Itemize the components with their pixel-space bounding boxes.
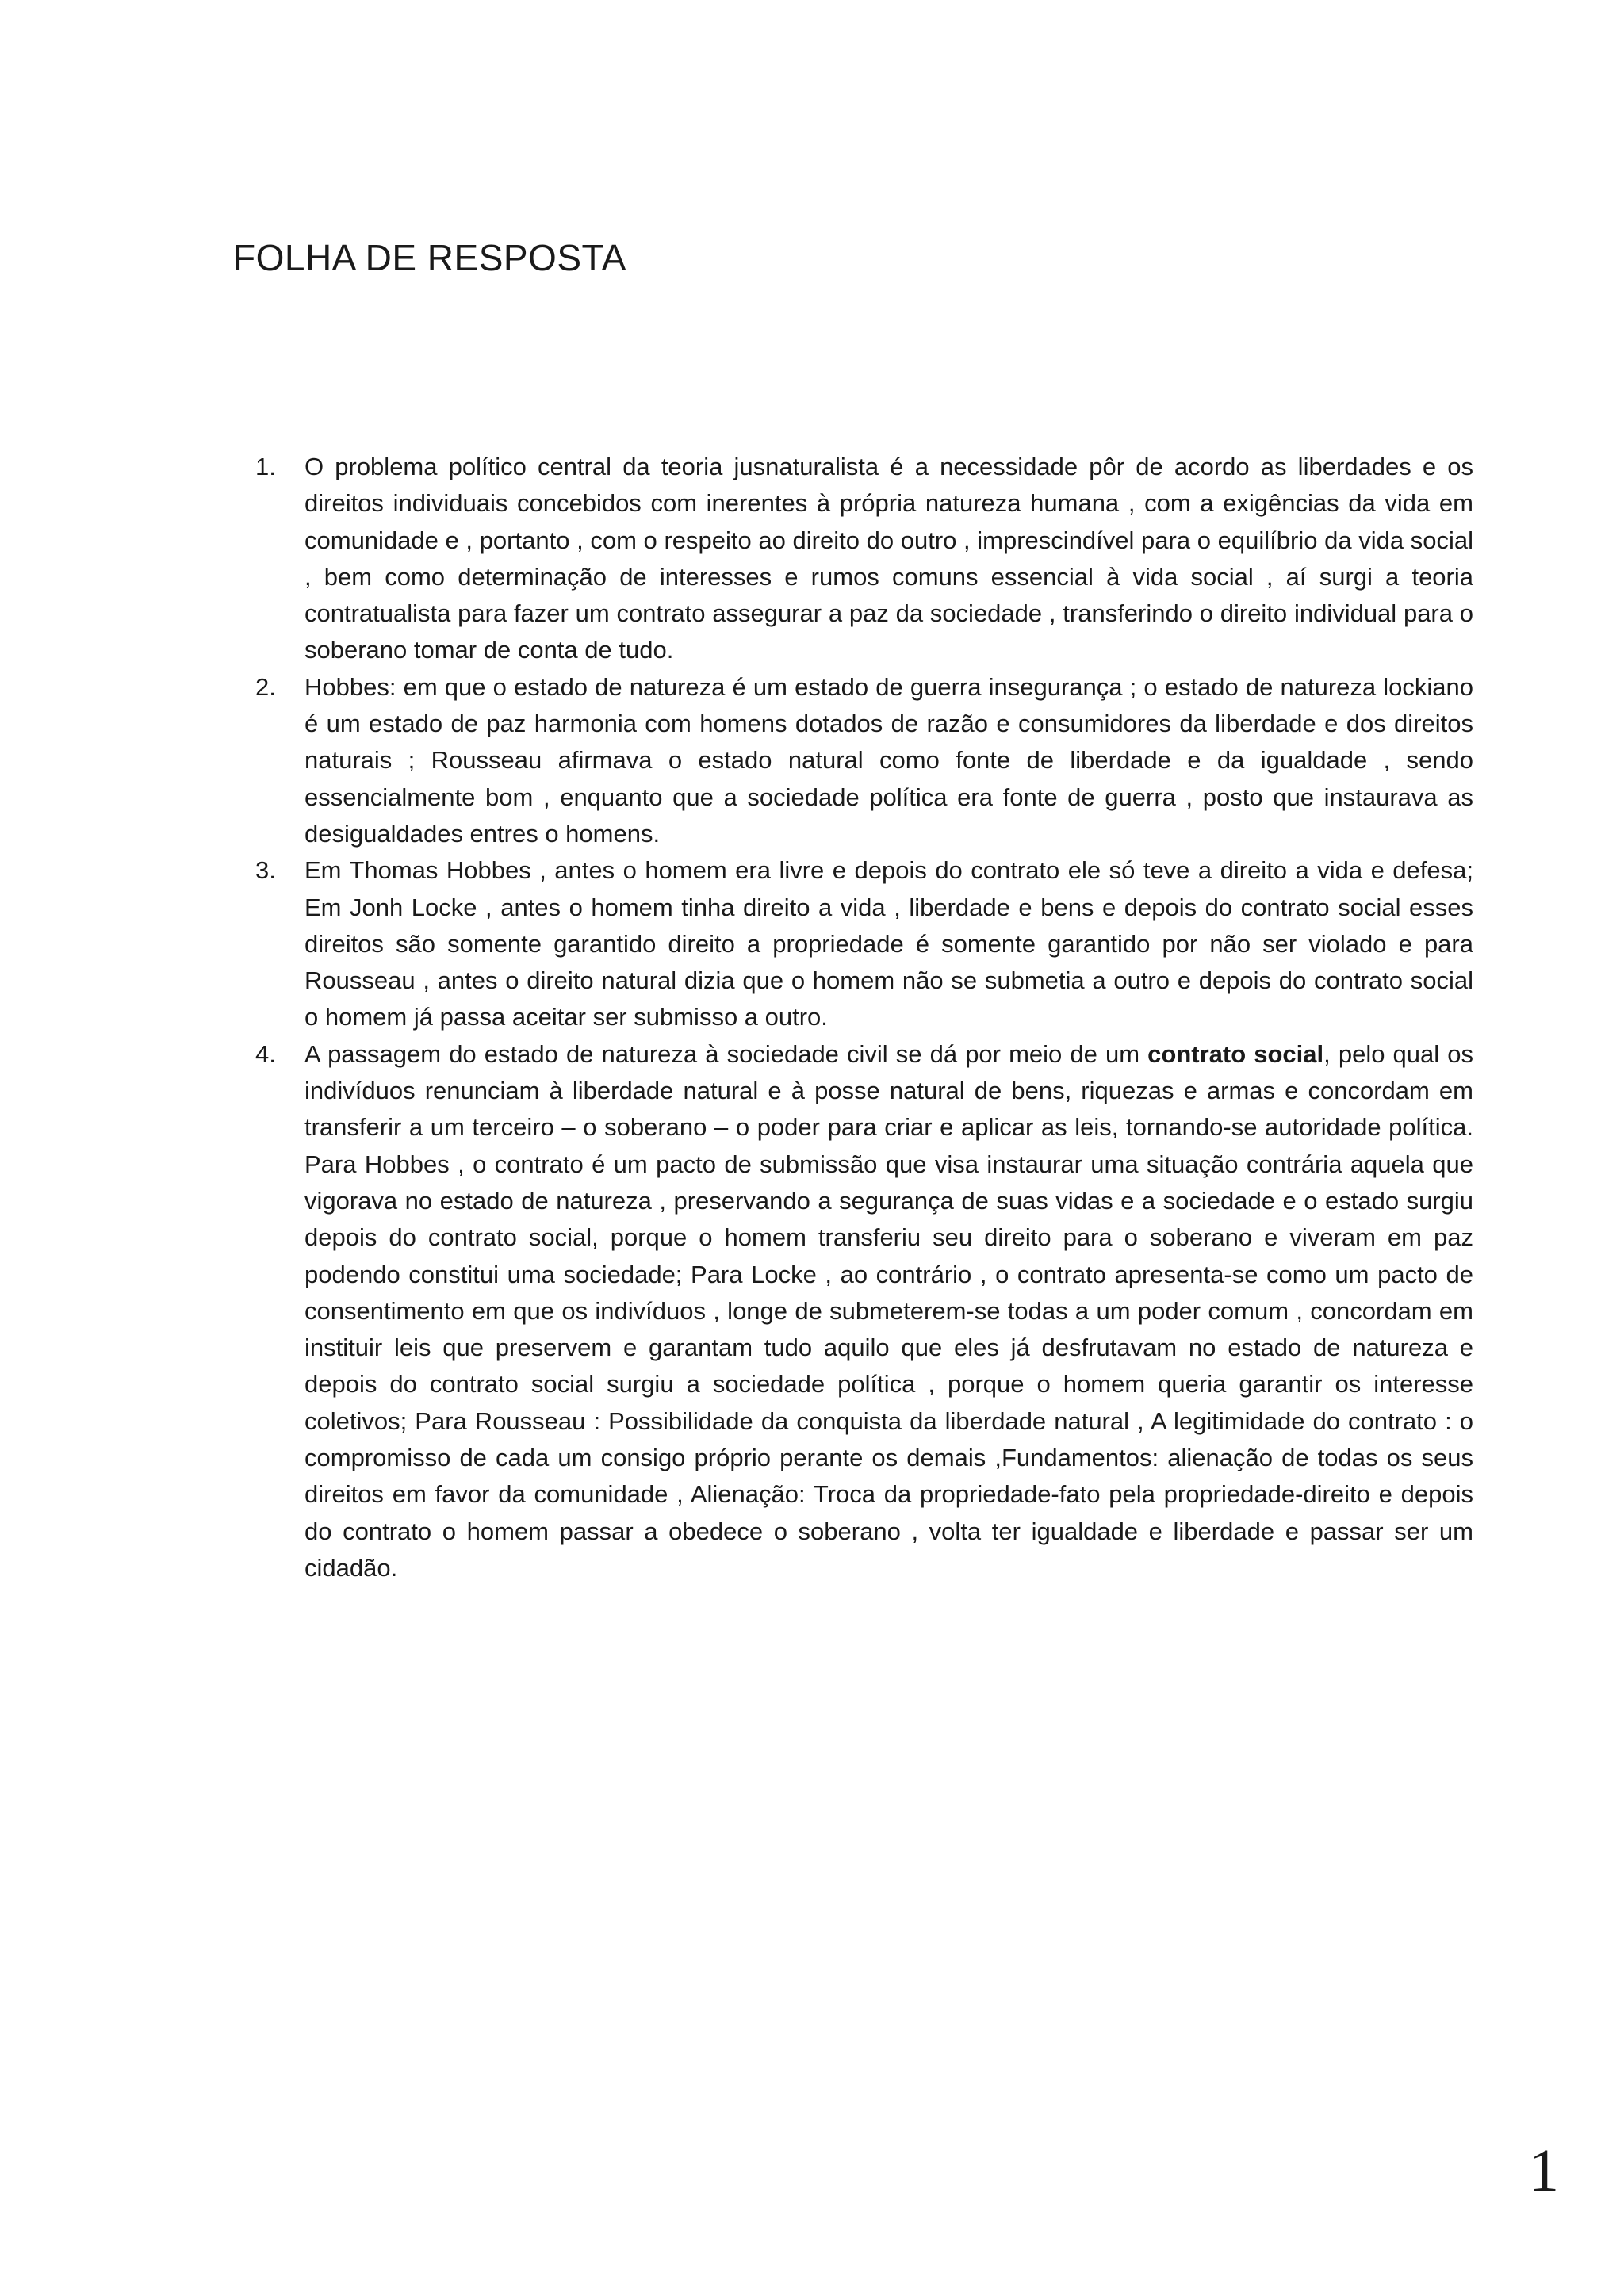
answer-number: 2. (255, 672, 276, 701)
answer-number: 4. (255, 1039, 276, 1068)
answer-number: 3. (255, 856, 276, 885)
page-number: 1 (1529, 2137, 1559, 2204)
answer-text: Hobbes: em que o estado de natureza é um estado de guerra insegurança ; o estado de natureza lockiano é um estado de paz harmonia com homens dotados de razão e consumidores da liberdade e dos direitos naturais ; Rousseau afirmava o estado natural como fonte de liberdade e da igualdade , sendo essencialmente bom , enquanto que a sociedade política era fonte de guerra , posto que instaurava as desigualdades entres o homens. (304, 672, 1473, 848)
answer-item-4 (255, 1036, 1473, 1586)
answer-item-1 (255, 449, 1473, 669)
answer-list (255, 449, 1473, 1586)
answer-item-2 (255, 669, 1473, 852)
answer-text: O problema político central da teoria jusnaturalista é a necessidade pôr de acordo as liberdades e os direitos individuais concebidos com inerentes à própria natureza humana , com a exigências da vida em comunidade e , portanto , com o respeito ao direito do outro , imprescindível para o equilíbrio da vida social , bem como determinação de interesses e rumos comuns essencial à vida social , aí surgi a teoria contratualista para fazer um contrato assegurar a paz da sociedade , transferindo o direito individual para o soberano tomar de conta de tudo. (304, 453, 1473, 664)
answer-text-after: , pelo qual os indivíduos renunciam à liberdade natural e à posse natural de bens, riquezas e armas e concordam em transferir a um terceiro – o soberano – o poder para criar e aplicar as leis, tornando-se autoridade política. Para Hobbes , o contrato é um pacto de submissão que visa instaurar uma situação contrária aquela que vigorava no estado de natureza , preservando a segurança de suas vidas e a sociedade e o estado surgiu depois do contrato social, porque o homem transferiu seu direito para o soberano e viveram em paz podendo constitui uma sociedade; Para Locke , ao contrário , o contrato apresenta-se como um pacto de consentimento em que os indivíduos , longe de submeterem-se todas a um poder comum , concordam em instituir leis que preservem e garantam tudo aquilo que eles já desfrutavam no estado de natureza e depois do contrato social surgiu a sociedade política , porque o homem queria garantir os interesse coletivos; Para Rousseau : Possibilidade da conquista da liberdade natural , A legitimidade do contrato : o compromisso de cada um consigo próprio perante os demais ,Fundamentos: alienação de todas os seus direitos em favor da comunidade , Alienação: Troca da propriedade-fato pela propriedade-direito e depois do contrato o homem passar a obedece o soberano , volta ter igualdade e liberdade e passar ser um cidadão. (304, 1039, 1473, 1582)
answer-item-3 (255, 852, 1473, 1035)
answer-text: Em Thomas Hobbes , antes o homem era livre e depois do contrato ele só teve a direito a vida e defesa; Em Jonh Locke , antes o homem tinha direito a vida , liberdade e bens e depois do contrato social esses direitos são somente garantido direito a propriedade é somente garantido por não ser violado e para Rousseau , antes o direito natural dizia que o homem não se submetia a outro e depois do contrato social o homem já passa aceitar ser submisso a outro. (304, 856, 1473, 1031)
answer-text-before: A passagem do estado de natureza à sociedade civil se dá por meio de um (304, 1039, 1148, 1068)
answer-text-bold: contrato social (1147, 1039, 1324, 1068)
document-title: FOLHA DE RESPOSTA (233, 237, 626, 278)
answer-number: 1. (255, 453, 276, 480)
